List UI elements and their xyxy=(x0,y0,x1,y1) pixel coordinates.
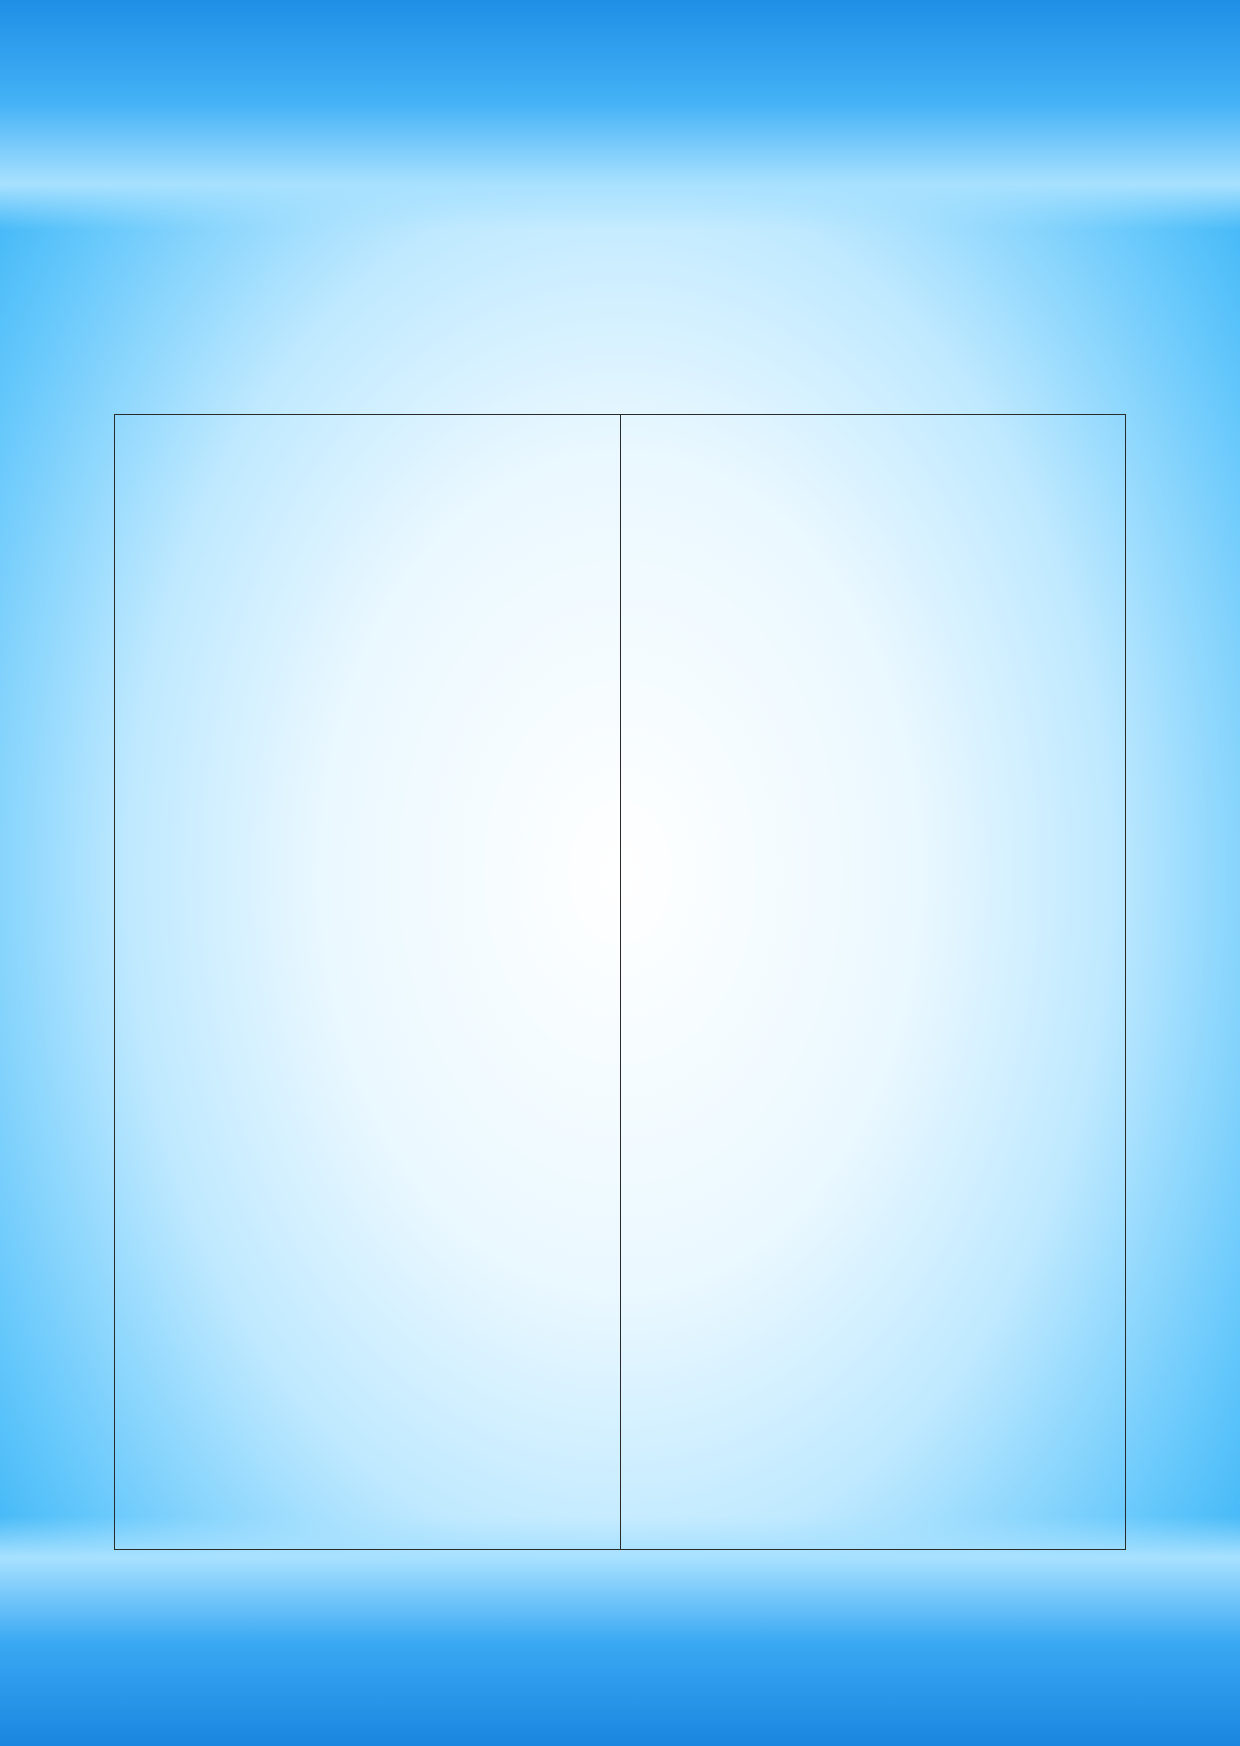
column-divider xyxy=(620,415,621,1549)
top-sky-border xyxy=(0,0,1240,230)
schedule-table xyxy=(114,414,1126,1550)
bottom-sky-border xyxy=(0,1516,1240,1746)
